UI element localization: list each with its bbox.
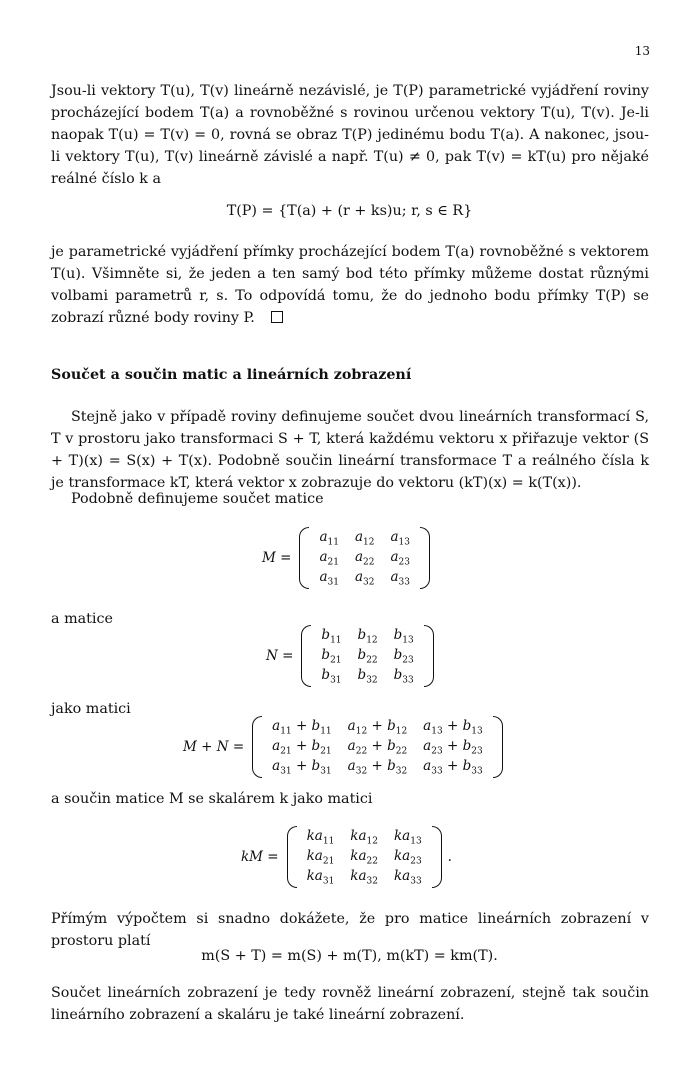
matrix-body: [264, 717, 491, 777]
matrix-cell: $b_{13}$: [393, 626, 414, 646]
matrix-cell: $b_{31}$: [321, 666, 342, 686]
paragraph-2: [51, 241, 649, 329]
matrix-cell: $a_{33}$: [390, 568, 410, 588]
matrix-cell: $b_{11}$: [321, 626, 342, 646]
label-soucin: a součin matice M se skalárem k jako matici: [51, 791, 373, 807]
matrix-cell: $b_{21}$: [321, 646, 342, 666]
paragraph-2-text: je parametrické vyjádření přímky procházející bodem T(a) rovnoběžné s vektorem T(u). Všimněte si, že jeden a ten samý bod této přímky můžeme dostat různými volbami parametrů r, s. To odpovídá tomu, že do jednoho bodu přímky T(P) se zobrazí různé body roviny P.: [51, 244, 649, 326]
matrix-cell: $ka_{11}$: [306, 827, 335, 847]
matrix-cell: $a_{13}$: [390, 528, 410, 548]
equation-plane: T(P) = {T(a) + (r + ks)u; r, s ∈ R}: [226, 203, 473, 219]
matrix-lhs: N =: [266, 648, 294, 664]
matrix-cell: $ka_{23}$: [393, 847, 422, 867]
trailing-period: .: [447, 849, 452, 865]
matrix-n: [266, 625, 434, 687]
matrix-cell: $a_{22}$: [354, 548, 375, 568]
label-a-matice: a matice: [51, 611, 113, 627]
matrix-cell: $ka_{13}$: [393, 827, 422, 847]
matrix-cell: $b_{33}$: [393, 666, 414, 686]
label-jako-matici: jako matici: [51, 701, 131, 717]
matrix-cell: $a_{33} + b_{33}$: [423, 757, 483, 777]
matrix-cell: $ka_{31}$: [306, 867, 335, 887]
matrix-cell: $a_{23}$: [390, 548, 410, 568]
matrix-cell: $a_{11}$: [319, 528, 339, 548]
right-paren: [420, 527, 430, 589]
right-paren: [432, 826, 442, 888]
matrix-cell: $a_{11} + b_{11}$: [272, 717, 332, 737]
matrix-body: [311, 528, 418, 588]
matrix-cell: $a_{32}$: [354, 568, 375, 588]
equation-matrix-rules: m(S + T) = m(S) + m(T), m(kT) = km(T).: [201, 948, 498, 964]
matrix-cell: $a_{12} + b_{12}$: [347, 717, 408, 737]
paragraph-6: Součet lineárních zobrazení je tedy rovněž lineární zobrazení, stejně tak součin lineárního zobrazení a skaláru je také lineární zobrazení.: [51, 985, 649, 1023]
page-number: 13: [634, 44, 650, 58]
matrix-cell: $a_{32} + b_{32}$: [347, 757, 408, 777]
matrix-cell: $a_{12}$: [354, 528, 375, 548]
matrix-cell: $ka_{32}$: [350, 867, 378, 887]
matrix-cell: $b_{23}$: [393, 646, 414, 666]
matrix-cell: $b_{32}$: [357, 666, 378, 686]
matrix-cell: $a_{22} + b_{22}$: [347, 737, 408, 757]
matrix-lhs: kM =: [241, 849, 279, 865]
paragraph-3: Stejně jako v případě roviny definujeme součet dvou lineárních transformací S, T v prostoru jako transformaci S + T, která každému vektoru x přiřazuje vektor (S + T)(x) = S(x) + T(x). Podobně součin lineární transformace T a reálného čísla k je transformace kT, která vektor x zobrazuje do vektoru (kT)(x) = k(T(x)).: [51, 409, 649, 491]
matrix-cell: $a_{23} + b_{23}$: [423, 737, 483, 757]
matrix-m: [262, 527, 430, 589]
matrix-cell: $ka_{12}$: [350, 827, 378, 847]
qed-icon: [271, 311, 283, 323]
matrix-cell: $a_{31}$: [319, 568, 339, 588]
paragraph-5: Přímým výpočtem si snadno dokážete, že pro matice lineárních zobrazení v prostoru platí: [51, 911, 649, 949]
left-paren: [252, 716, 262, 778]
matrix-cell: $a_{21}$: [319, 548, 339, 568]
matrix-cell: $b_{12}$: [357, 626, 378, 646]
matrix-lhs: M =: [262, 550, 292, 566]
paragraph-1: Jsou-li vektory T(u), T(v) lineárně nezávislé, je T(P) parametrické vyjádření roviny procházející bodem T(a) a rovnoběžné s rovinou určenou vektory T(u), T(v). Je-li naopak T(u) = T(v) = 0, rovná se obraz T(P) jedinému bodu T(a). A nakonec, jsou-li vektory T(u), T(v) lineárně závislé a např. T(u) ≠ 0, pak T(v) = kT(u) pro nějaké reálné číslo k a: [51, 83, 649, 187]
paragraph-4: Podobně definujeme součet matice: [71, 491, 324, 507]
right-paren: [493, 716, 503, 778]
matrix-lhs: M + N =: [183, 739, 245, 755]
matrix-k-m: [241, 826, 452, 888]
matrix-cell: $a_{13} + b_{13}$: [423, 717, 483, 737]
matrix-body: [313, 626, 421, 686]
left-paren: [301, 625, 311, 687]
matrix-cell: $b_{22}$: [357, 646, 378, 666]
matrix-cell: $ka_{33}$: [393, 867, 422, 887]
left-paren: [287, 826, 297, 888]
section-title: Součet a součin matic a lineárních zobrazení: [51, 367, 412, 383]
matrix-cell: $ka_{21}$: [306, 847, 335, 867]
matrix-cell: $a_{31} + b_{31}$: [272, 757, 332, 777]
matrix-cell: $a_{21} + b_{21}$: [272, 737, 332, 757]
right-paren: [424, 625, 434, 687]
matrix-body: [299, 827, 430, 887]
matrix-m-plus-n: [183, 716, 503, 778]
left-paren: [299, 527, 309, 589]
matrix-cell: $ka_{22}$: [350, 847, 378, 867]
